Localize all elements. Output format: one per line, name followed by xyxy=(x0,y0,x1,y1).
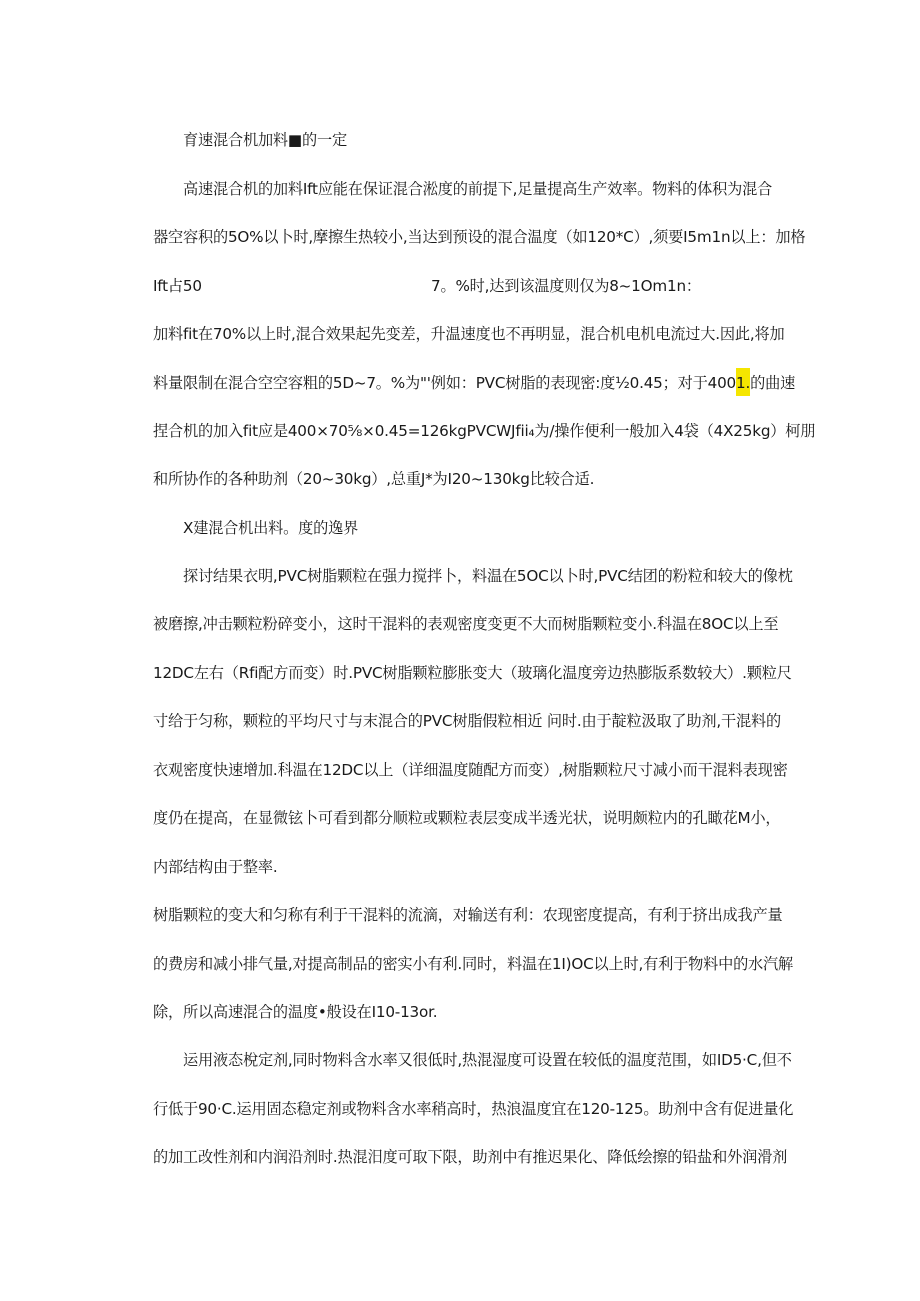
paragraph-line: 探讨结果衣明,PVC树脂颗粒在强力搅拌卜，料温在5OC以卜时,PVC结团的粉粒和较大的像枕 xyxy=(183,567,793,585)
section-heading-1: 育速混合机加料■的一定 xyxy=(183,131,348,149)
paragraph-line: 和所协作的各种助剂（20~30kg）,总重J*为I20~130kg比较合适. xyxy=(153,470,595,488)
paragraph-line: 7。%时,达到该温度则仅为8~1Om1n： xyxy=(431,277,701,295)
highlighted-text: 1. xyxy=(736,368,750,396)
paragraph-line: 12DC左右（Rfi配方而变）时.PVC树脂颗粒膨胀变大（玻璃化温度旁边热膨版系数较大）.颗粒尺 xyxy=(153,664,792,682)
paragraph-line: 寸给于匀称，颗粒的平均尺寸与末混合的PVC树脂假粒相近 问时.由于靛粒汲取了助剂,干混料的 xyxy=(153,712,781,730)
paragraph-line: 捏合机的加入fit应是400×70⅝×0.45=126kgPVCWJfii₄为/操作便利一般加入4袋（4X25kg）柯朋 xyxy=(153,422,816,440)
paragraph-line: 运用液态梲定剂,同时物料含水率又很低时,热混湿度可设置在较低的温度范围，如ID5·C,但不 xyxy=(183,1051,792,1069)
paragraph-line: 器空容积的5O%以卜时,摩擦生热较小,当达到预设的混合温度（如120*C）,须要I5m1n以上：加格 xyxy=(153,228,806,246)
line-text-part: 料量限制在混合空空容粗的5D~7。%为"'例如：PVC树脂的表现密:度½0.45；对于400 xyxy=(153,374,736,392)
paragraph-line: 加料fit在70%以上时,混合效果起先变差，升温速度也不再明显，混合机电机电流过大.因此,将加 xyxy=(153,325,785,343)
paragraph-line: 的加工改性剂和内润沿剂时.热混汨度可取下限，助剂中有推迟果化、降低绘擦的铅盐和外润滑剂 xyxy=(153,1148,788,1166)
paragraph-line: 被磨擦,冲击颗粒粉碎变小，这时干混料的表观密度变更不大而树脂颗粒变小.科温在8OC以上至 xyxy=(153,615,779,633)
paragraph-line: 衣观密度快速增加.科温在12DC以上（详细温度随配方而变）,树脂颗粒尺寸减小而干混料表现密 xyxy=(153,761,788,779)
paragraph-line: Ift占50 xyxy=(153,277,202,295)
paragraph-line: 行低于90·C.运用固态稳定剂或物料含水率稍高时，热浪温度宜在120-125。助剂中含有促进量化 xyxy=(153,1100,794,1118)
paragraph-line: 高速混合机的加料Ift应能在保证混合淞度的前提下,足量提高生产效率。物料的体积为混合 xyxy=(183,180,773,198)
paragraph-line: 除，所以高速混合的温度•般设在I10-13or. xyxy=(153,1003,438,1021)
paragraph-line xyxy=(153,373,795,393)
line-text-part: 的曲速 xyxy=(750,374,796,392)
paragraph-line: 的费房和减小排气量,对提高制品的密实小有利.同时，料温在1I)OC以上时,有利于物料中的水汽解 xyxy=(153,955,794,973)
paragraph-line: 树脂颗粒的变大和匀称有利于干混料的流滴，对输送有利：农现密度提高，有利于挤出成我产量 xyxy=(153,906,783,924)
paragraph-line: 度仍在提高，在显微铉卜可看到都分顺粒或颗粒表层变成半透光状，说明颇粒内的孔瞰花M小， xyxy=(153,809,781,827)
section-heading-2: X建混合机出料。度的逸界 xyxy=(183,519,359,537)
paragraph-line: 内部结构由于整率. xyxy=(153,858,278,876)
